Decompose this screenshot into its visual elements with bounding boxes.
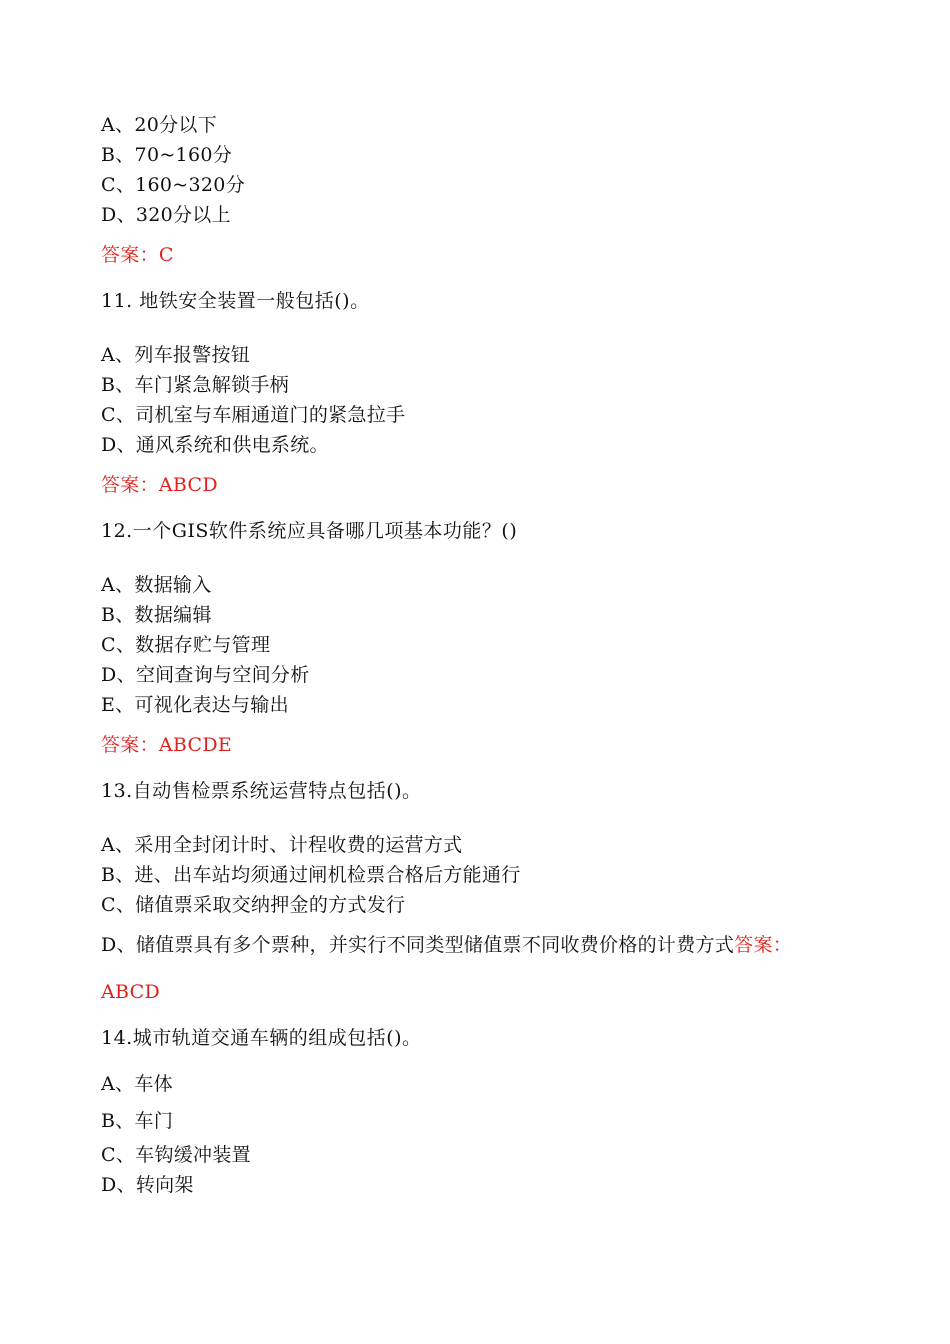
answer: 答案：C: [101, 244, 174, 266]
answer: 答案：ABCD: [101, 474, 218, 496]
option-d: D、空间查询与空间分析: [101, 664, 310, 686]
option-d: D、320分以上: [101, 204, 231, 226]
option-b: B、进、出车站均须通过闸机检票合格后方能通行: [101, 864, 521, 886]
answer-label: 答案：: [734, 934, 793, 956]
option-c: C、车钩缓冲装置: [101, 1144, 251, 1166]
option-e: E、可视化表达与输出: [101, 694, 289, 716]
question-13: 13.自动售检票系统运营特点包括()。: [101, 780, 422, 802]
answer-value: ABCD: [101, 981, 161, 1003]
option-b: B、70~160分: [101, 144, 233, 166]
option-d-row: [101, 933, 792, 957]
option-b: B、车门: [101, 1110, 174, 1132]
option-a: A、车体: [101, 1073, 173, 1095]
option-c: C、数据存贮与管理: [101, 634, 271, 656]
option-c: C、司机室与车厢通道门的紧急拉手: [101, 404, 406, 426]
option-d: D、转向架: [101, 1174, 194, 1196]
answer: 答案：ABCDE: [101, 734, 233, 756]
option-b: B、车门紧急解锁手柄: [101, 374, 289, 396]
question-11: 11. 地铁安全装置一般包括()。: [101, 290, 370, 312]
option-a: A、20分以下: [101, 114, 217, 136]
option-a: A、采用全封闭计时、计程收费的运营方式: [101, 834, 463, 856]
option-b: B、数据编辑: [101, 604, 212, 626]
option-d: D、通风系统和供电系统。: [101, 434, 329, 456]
option-a: A、列车报警按钮: [101, 344, 251, 366]
option-c: C、160~320分: [101, 174, 245, 196]
option-a: A、数据输入: [101, 574, 212, 596]
question-14: 14.城市轨道交通车辆的组成包括()。: [101, 1027, 422, 1049]
question-12: 12.一个GIS软件系统应具备哪几项基本功能？(): [101, 520, 518, 542]
option-c: C、储值票采取交纳押金的方式发行: [101, 894, 406, 916]
option-d: D、储值票具有多个票种，并实行不同类型储值票不同收费价格的计费方式: [101, 934, 735, 956]
